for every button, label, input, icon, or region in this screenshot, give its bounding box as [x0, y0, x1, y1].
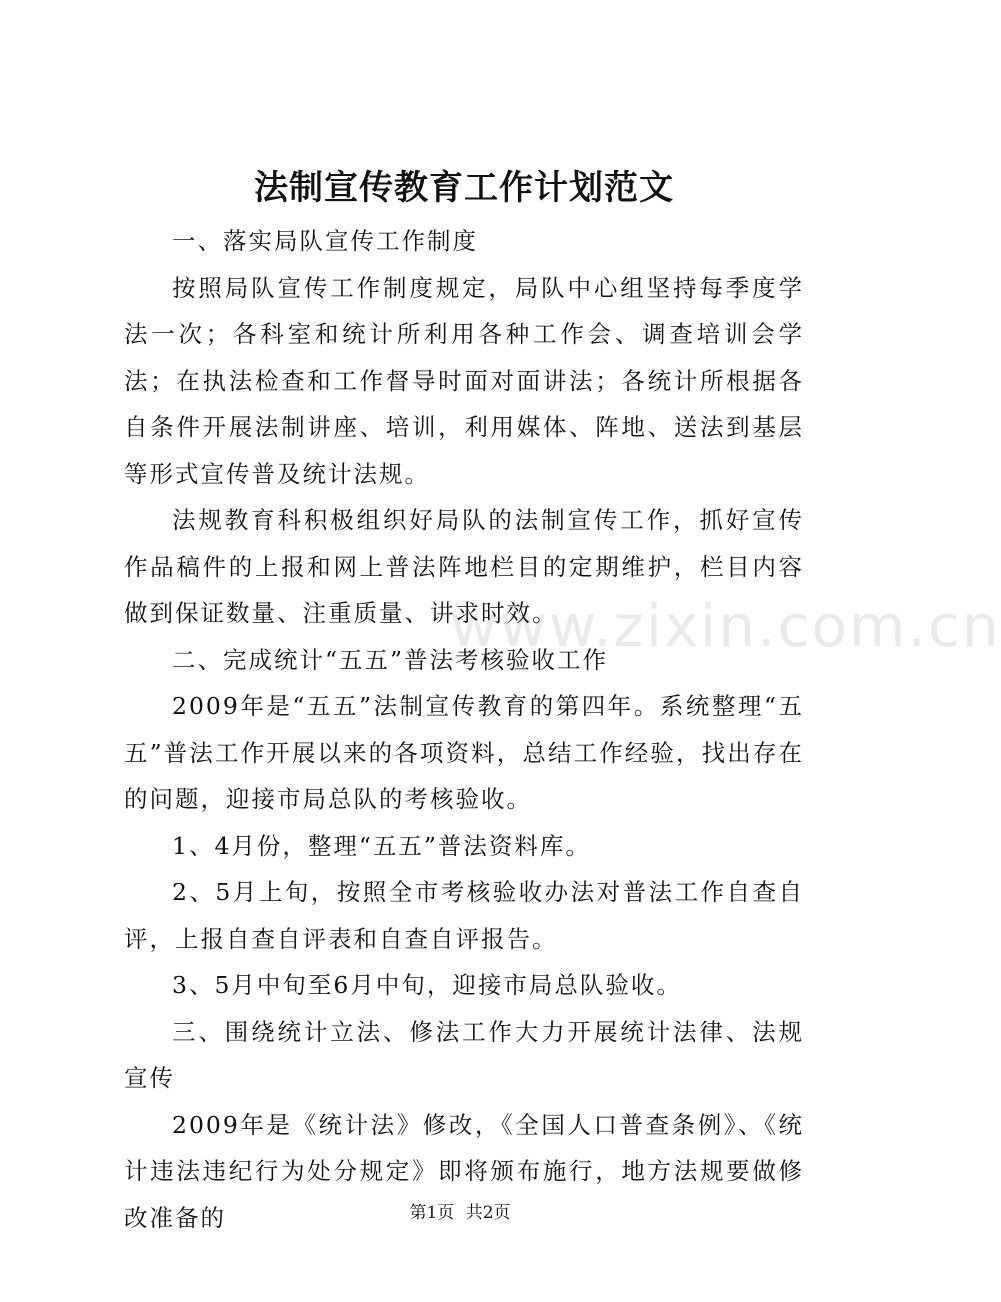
- watermark: www.zixin.com.cn: [450, 592, 1001, 660]
- document-title: 法制宣传教育工作计划范文: [254, 168, 674, 208]
- section-heading-2: 二、完成统计“五五”普法考核验收工作: [172, 645, 609, 674]
- list-item: 2、5月上旬，按照全市考核验收办法对普法工作自查自评，上报自查自评表和自查自评报告。: [124, 878, 804, 953]
- page-number: 第1页: [409, 1203, 455, 1223]
- list-item: 3、5月中旬至6月中旬，迎接市局总队验收。: [172, 971, 682, 999]
- paragraph: 法规教育科积极组织好局队的法制宣传工作，抓好宣传作品稿件的上报和网上普法阵地栏目的定期维护，栏目内容做到保证数量、注重质量、讲求时效。: [124, 506, 804, 627]
- section-heading-1: 一、落实局队宣传工作制度: [172, 227, 478, 255]
- list-item: 1、4月份，整理“五五”普法资料库。: [172, 831, 591, 860]
- paragraph: 2009年是《统计法》修改，《全国人口普查条例》、《统计违法违纪行为处分规定》即将颁布施行，地方法规要做修改准备的: [124, 1110, 804, 1232]
- paragraph: 2009年是“五五”法制宣传教育的第四年。系统整理“五五”普法工作开展以来的各项资料，总结工作经验，找出存在的问题，迎接市局总队的考核验收。: [124, 692, 804, 813]
- paragraph: 按照局队宣传工作制度规定，局队中心组坚持每季度学法一次；各科室和统计所利用各种工作会、调查培训会学法；在执法检查和工作督导时面对面讲法；各统计所根据各自条件开展法制讲座、培训，利用媒体、阵地、送法到基层等形式宣传普及统计法规。: [124, 273, 804, 488]
- page-footer: [0, 1198, 920, 1223]
- section-heading-3: 三、围绕统计立法、修法工作大力开展统计法律、法规宣传: [124, 1017, 804, 1092]
- document-body: [124, 160, 804, 1241]
- page-total: 共2页: [465, 1203, 511, 1223]
